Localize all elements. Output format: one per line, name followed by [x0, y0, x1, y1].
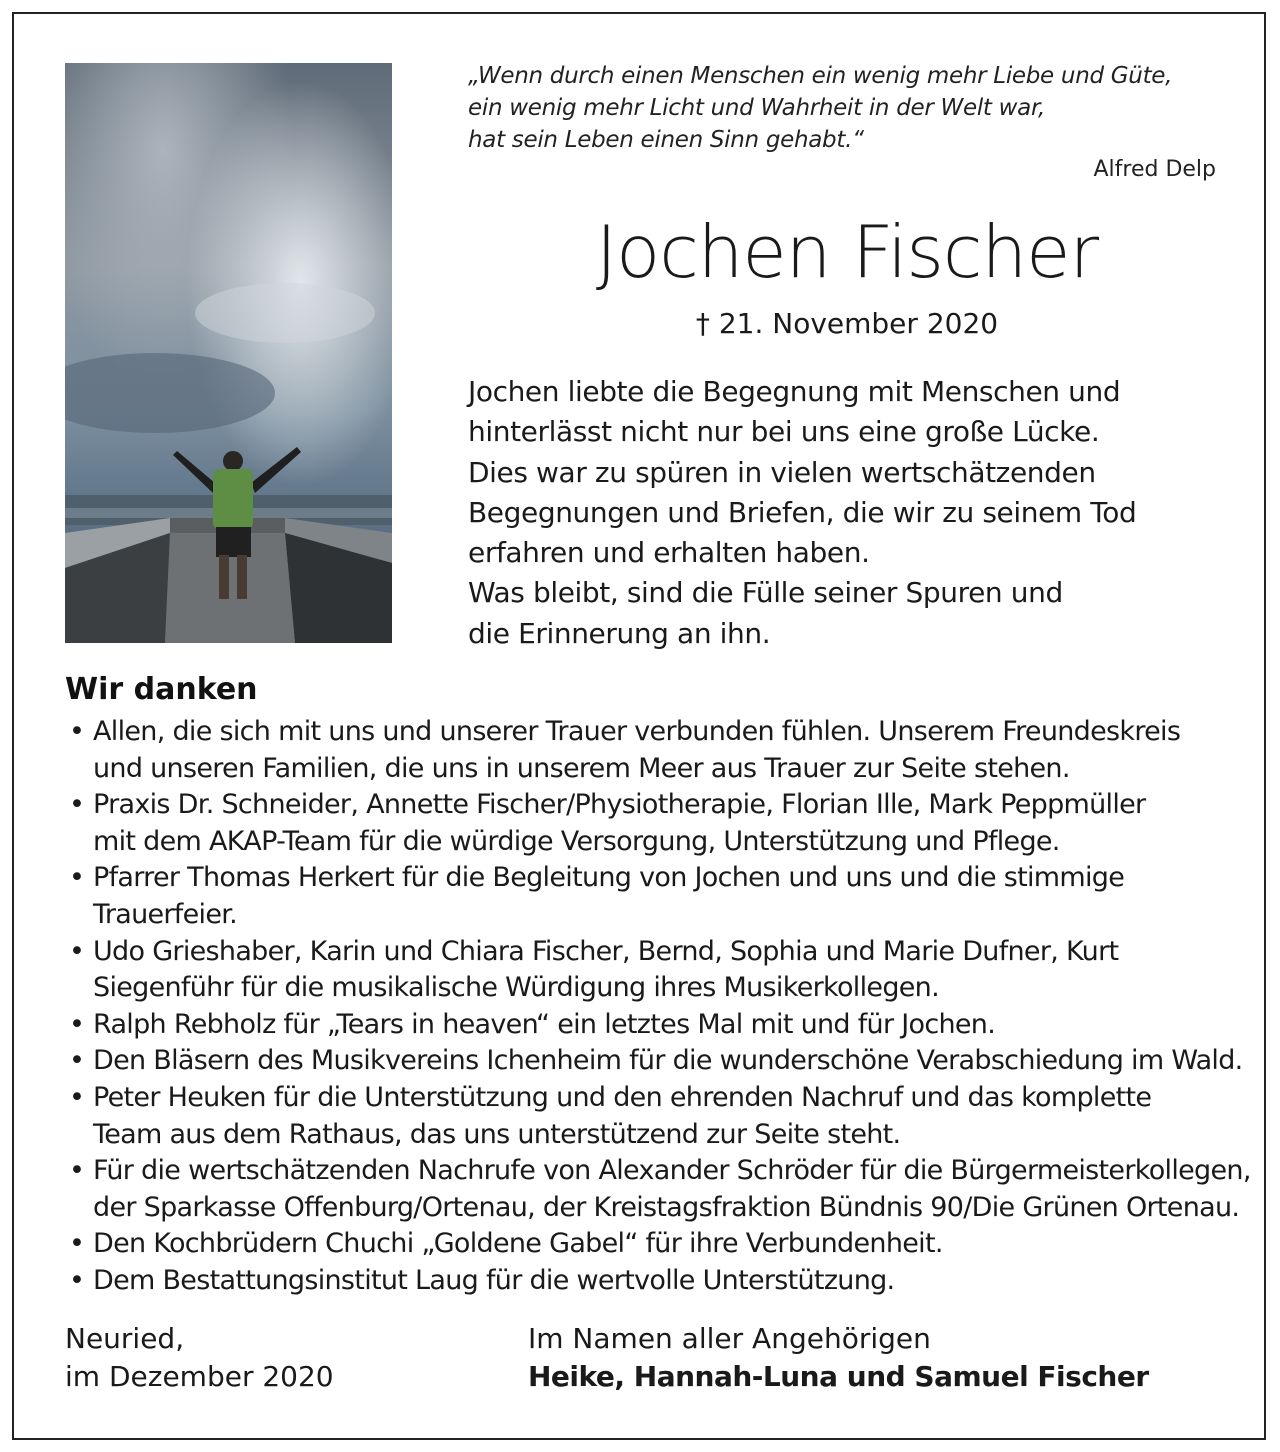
- photo-man-arms-raised-under-clouds: [65, 63, 392, 643]
- thanks-line: Pfarrer Thomas Herkert für die Begleitung von Jochen und uns und die stimmige: [93, 862, 1125, 894]
- thanks-line: Allen, die sich mit uns und unserer Trauer verbunden fühlen. Unserem Freundeskreis: [93, 716, 1181, 747]
- thanks-line: Praxis Dr. Schneider, Annette Fischer/Physiotherapie, Florian Ille, Mark Peppmüller: [93, 789, 1146, 821]
- bullet-icon: •: [69, 862, 85, 894]
- paragraph-line: Begegnungen und Briefen, die wir zu seinem Tod: [468, 495, 1137, 529]
- paragraph-line: die Erinnerung an ihn.: [468, 616, 771, 650]
- thanks-line: Siegenführ für die musikalische Würdigung ihres Musikerkollegen.: [93, 972, 939, 1004]
- thanks-item: [65, 787, 1225, 860]
- bullet-icon: •: [69, 1008, 85, 1040]
- thanks-list: [65, 714, 1251, 1300]
- signature-names: Heike, Hannah-Luna und Samuel Fischer: [528, 1360, 1149, 1393]
- thanks-line: Udo Grieshaber, Karin und Chiara Fischer, Bernd, Sophia und Marie Dufner, Kurt: [93, 935, 1119, 967]
- thanks-line: und unseren Familien, die uns in unserem Meer aus Trauer zur Seite stehen.: [93, 752, 1070, 784]
- date-line: im Dezember 2020: [65, 1360, 334, 1393]
- thanks-item: [65, 1153, 1251, 1226]
- thanks-line: Ralph Rebholz für „Tears in heaven“ ein letztes Mal mit und für Jochen.: [93, 1008, 996, 1040]
- thanks-item: [65, 1007, 1225, 1044]
- thanks-line: Trauerfeier.: [93, 898, 238, 930]
- thanks-item: [65, 1043, 1243, 1080]
- thanks-item: [65, 934, 1225, 1007]
- quote-line: ein wenig mehr Licht und Wahrheit in der Welt war,: [468, 95, 1046, 121]
- thanks-item: [65, 1226, 1225, 1263]
- thanks-item: [65, 714, 1225, 787]
- quote-author: Alfred Delp: [1093, 157, 1216, 182]
- place-and-date: [65, 1320, 334, 1396]
- thanks-line: Peter Heuken für die Unterstützung und den ehrenden Nachruf und das komplette: [93, 1081, 1152, 1113]
- paragraph-line: Was bleibt, sind die Fülle seiner Spuren und: [468, 576, 1063, 610]
- paragraph-line: hinterlässt nicht nur bei uns eine große Lücke.: [468, 415, 1100, 449]
- thanks-line: Den Bläsern des Musikvereins Ichenheim für die wunderschöne Verabschiedung im Wald.: [93, 1045, 1243, 1077]
- memorial-paragraph: [468, 372, 1228, 654]
- thanks-item: [65, 860, 1225, 933]
- thanks-item: [65, 1263, 1225, 1300]
- place-line: Neuried,: [65, 1322, 185, 1355]
- deceased-name: Jochen Fischer: [595, 210, 1099, 294]
- death-date: † 21. November 2020: [695, 307, 999, 340]
- quote-line: „Wenn durch einen Menschen ein wenig mehr Liebe und Güte,: [468, 63, 1173, 89]
- paragraph-line: Jochen liebte die Begegnung mit Menschen und: [468, 375, 1121, 408]
- thanks-item: [65, 1080, 1225, 1153]
- bullet-icon: •: [69, 935, 85, 967]
- thanks-line: Den Kochbrüdern Chuchi „Goldene Gabel“ für ihre Verbundenheit.: [93, 1228, 943, 1260]
- thanks-line: Dem Bestattungsinstitut Laug für die wertvolle Unterstützung.: [93, 1264, 895, 1296]
- bullet-icon: •: [69, 1045, 85, 1077]
- epigraph-quote: [468, 60, 1228, 156]
- bullet-icon: •: [69, 716, 85, 747]
- signature-block: [528, 1320, 1149, 1396]
- bullet-icon: •: [69, 789, 85, 821]
- quote-line: hat sein Leben einen Sinn gehabt.“: [468, 127, 864, 153]
- paragraph-line: Dies war zu spüren in vielen wertschätzenden: [468, 455, 1096, 489]
- thanks-heading: Wir danken: [65, 672, 258, 707]
- bullet-icon: •: [69, 1264, 85, 1296]
- thanks-line: Team aus dem Rathaus, das uns unterstützend zur Seite steht.: [93, 1118, 901, 1150]
- thanks-line: mit dem AKAP-Team für die würdige Versorgung, Unterstützung und Pflege.: [93, 825, 1060, 857]
- thanks-line: Für die wertschätzenden Nachrufe von Alexander Schröder für die Bürgermeisterkollegen,: [93, 1155, 1251, 1187]
- bullet-icon: •: [69, 1081, 85, 1113]
- signature-intro: Im Namen aller Angehörigen: [528, 1322, 931, 1355]
- bullet-icon: •: [69, 1155, 85, 1187]
- memorial-photo: [65, 63, 392, 643]
- thanks-line: der Sparkasse Offenburg/Ortenau, der Kreistagsfraktion Bündnis 90/Die Grünen Ortenau.: [93, 1191, 1240, 1223]
- bullet-icon: •: [69, 1228, 85, 1260]
- paragraph-line: erfahren und erhalten haben.: [468, 536, 870, 570]
